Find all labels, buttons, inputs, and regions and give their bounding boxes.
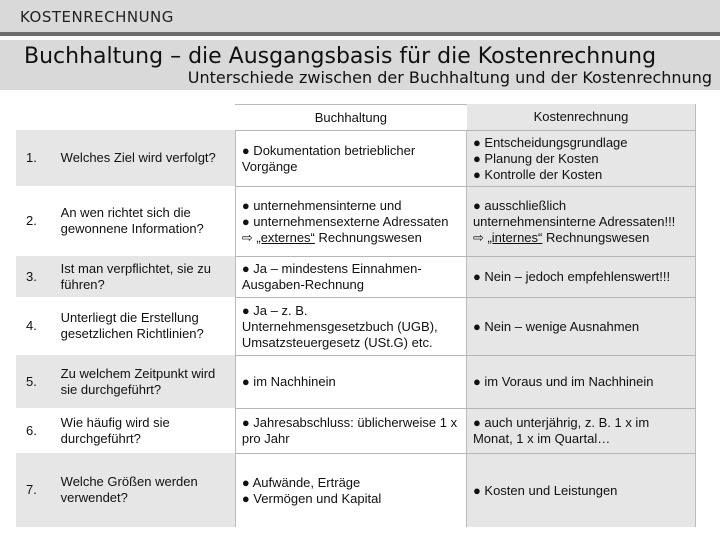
cell-buchhaltung — [235, 355, 467, 408]
num-header — [16, 104, 55, 130]
list-item: ● Kosten und Leistungen — [472, 482, 618, 498]
list-item: ● im Voraus und im Nachhinein — [472, 374, 654, 389]
row-number: 1. — [26, 150, 37, 165]
list-item: ● Nein – wenige Ausnahmen — [472, 318, 640, 334]
row-question: An wen richtet sich die gewonnene Information? — [60, 205, 204, 236]
cell-kostenrechnung — [467, 256, 696, 297]
row-number: 7. — [26, 482, 37, 497]
question-header — [55, 104, 235, 130]
list-item: ● Ja – z. B. Unternehmensgesetzbuch (UGB), Umsatzsteuergesetz (USt.G) etc. — [241, 302, 438, 350]
list-item: ● Planung der Kosten — [472, 150, 599, 166]
table-header-row — [16, 104, 696, 130]
arrow-icon: ⇨ — [241, 229, 257, 245]
list-item: ● auch unterjährig, z. B. 1 x im Monat, 1 x im Quartal… — [472, 415, 650, 446]
table-row — [16, 408, 696, 453]
table-row — [16, 453, 696, 527]
list-item: ● ausschließlich unternehmensinterne Adressaten!!! — [472, 197, 676, 229]
arrow-suffix: Rechnungswesen — [542, 229, 650, 245]
cell-kostenrechnung — [467, 297, 696, 355]
arrow-icon: ⇨ — [472, 229, 488, 245]
title-block — [0, 40, 720, 90]
column-header-buchhaltung: Buchhaltung — [235, 104, 467, 130]
cell-buchhaltung — [235, 297, 467, 355]
table-row — [16, 297, 696, 355]
table-row — [16, 130, 696, 186]
row-number: 3. — [26, 268, 37, 284]
arrow-suffix: Rechnungswesen — [314, 229, 422, 245]
list-item: ● Vermögen und Kapital — [241, 490, 382, 506]
list-item: ● unternehmensinterne und — [241, 197, 402, 213]
arrow-note — [473, 230, 689, 246]
row-question: Welche Größen werden verwendet? — [60, 474, 198, 505]
list-item: ● unternehmensexterne Adressaten — [241, 213, 449, 229]
list-item: ● Nein – jedoch empfehlenswert!!! — [472, 269, 671, 284]
row-question: Ist man verpflichtet, sie zu führen? — [60, 260, 211, 292]
row-number: 6. — [26, 422, 37, 438]
list-item: ● im Nachhinein — [241, 374, 336, 389]
list-item: ● Ja – mindestens Einnahmen-Ausgaben-Rechnung — [241, 261, 422, 292]
row-question: Wie häufig wird sie durchgeführt? — [60, 414, 170, 446]
row-question: Unterliegt die Erstellung gesetzlichen Richtlinien? — [60, 310, 204, 341]
list-item: ● Kontrolle der Kosten — [472, 166, 603, 182]
list-item: ● Dokumentation betrieblicher Vorgänge — [241, 142, 416, 174]
row-number: 4. — [26, 318, 37, 333]
table-row — [16, 355, 696, 408]
row-question: Zu welchem Zeitpunkt wird sie durchgeführt? — [60, 365, 216, 397]
cell-kostenrechnung — [467, 355, 696, 408]
cell-buchhaltung — [235, 408, 467, 453]
divider — [0, 32, 720, 36]
cell-kostenrechnung — [467, 453, 696, 527]
cell-kostenrechnung — [467, 408, 696, 453]
section-label: KOSTENRECHNUNG — [20, 8, 174, 26]
row-number: 2. — [26, 213, 37, 228]
column-header-kostenrechnung: Kostenrechnung — [467, 104, 696, 130]
list-item: ● Jahresabschluss: üblicherweise 1 x pro Jahr — [241, 415, 458, 446]
list-item: ● Aufwände, Erträge — [241, 474, 361, 490]
table-row — [16, 186, 696, 256]
arrow-note — [242, 230, 460, 246]
cell-buchhaltung — [235, 186, 467, 256]
cell-buchhaltung — [235, 130, 467, 186]
cell-buchhaltung — [235, 453, 467, 527]
row-number: 5. — [26, 373, 37, 389]
quoted-term: „externes“ — [256, 229, 315, 245]
table-row — [16, 256, 696, 297]
cell-buchhaltung — [235, 256, 467, 297]
list-item: ● Entscheidungsgrundlage — [472, 134, 628, 150]
section-bar — [0, 0, 720, 32]
cell-kostenrechnung — [467, 130, 696, 186]
comparison-table — [16, 104, 696, 527]
page-title: Buchhaltung – die Ausgangsbasis für die Kostenrechnung — [24, 44, 657, 69]
cell-kostenrechnung — [467, 186, 696, 256]
page-subtitle: Unterschiede zwischen der Buchhaltung und der Kostenrechnung — [187, 68, 712, 87]
quoted-term: „internes“ — [487, 229, 543, 245]
row-question: Welches Ziel wird verfolgt? — [60, 150, 216, 165]
